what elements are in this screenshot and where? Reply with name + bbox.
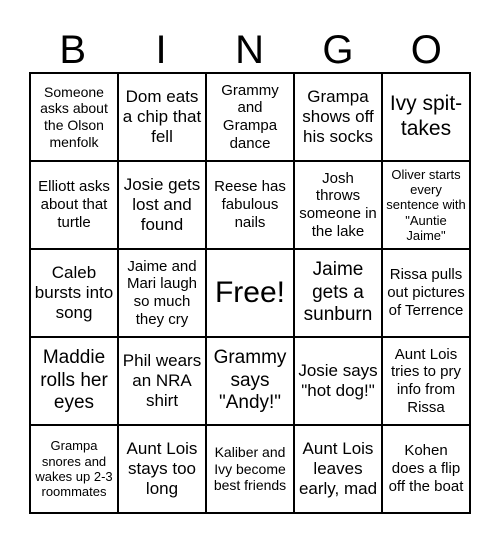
bingo-cell[interactable]: Grampa snores and wakes up 2-3 roommates — [30, 425, 118, 513]
bingo-cell[interactable]: Oliver starts every sentence with "Auntie Jaime" — [382, 161, 470, 249]
bingo-cell[interactable]: Josh throws someone in the lake — [294, 161, 382, 249]
bingo-cell[interactable]: Aunt Lois tries to pry info from Rissa — [382, 337, 470, 425]
bingo-cell[interactable]: Elliott asks about that turtle — [30, 161, 118, 249]
bingo-cell[interactable]: Ivy spit-takes — [382, 73, 470, 161]
bingo-cell[interactable]: Josie gets lost and found — [118, 161, 206, 249]
bingo-cell[interactable]: Grammy and Grampa dance — [206, 73, 294, 161]
bingo-cell[interactable]: Jaime gets a sunburn — [294, 249, 382, 337]
header-letter-o: O — [410, 28, 443, 72]
bingo-cell[interactable]: Grammy says "Andy!" — [206, 337, 294, 425]
header-letter-n: N — [235, 28, 265, 72]
bingo-cell[interactable]: Kaliber and Ivy become best friends — [206, 425, 294, 513]
header-letter-i: I — [155, 28, 168, 72]
bingo-cell[interactable]: Jaime and Mari laugh so much they cry — [118, 249, 206, 337]
bingo-cell[interactable]: Dom eats a chip that fell — [118, 73, 206, 161]
bingo-cell[interactable]: Kohen does a flip off the boat — [382, 425, 470, 513]
bingo-header — [29, 28, 471, 72]
bingo-cell[interactable]: Rissa pulls out pictures of Terrence — [382, 249, 470, 337]
bingo-cell[interactable]: Josie says "hot dog!" — [294, 337, 382, 425]
bingo-card-grid — [29, 72, 471, 514]
bingo-cell[interactable]: Someone asks about the Olson menfolk — [30, 73, 118, 161]
bingo-cell[interactable]: Grampa shows off his socks — [294, 73, 382, 161]
header-letter-g: G — [322, 28, 355, 72]
free-space-cell[interactable]: Free! — [206, 249, 294, 337]
bingo-cell[interactable]: Aunt Lois leaves early, mad — [294, 425, 382, 513]
bingo-cell[interactable]: Reese has fabulous nails — [206, 161, 294, 249]
bingo-cell[interactable]: Phil wears an NRA shirt — [118, 337, 206, 425]
bingo-cell[interactable]: Aunt Lois stays too long — [118, 425, 206, 513]
bingo-cell[interactable]: Caleb bursts into song — [30, 249, 118, 337]
header-letter-b: B — [59, 28, 88, 72]
bingo-cell[interactable]: Maddie rolls her eyes — [30, 337, 118, 425]
